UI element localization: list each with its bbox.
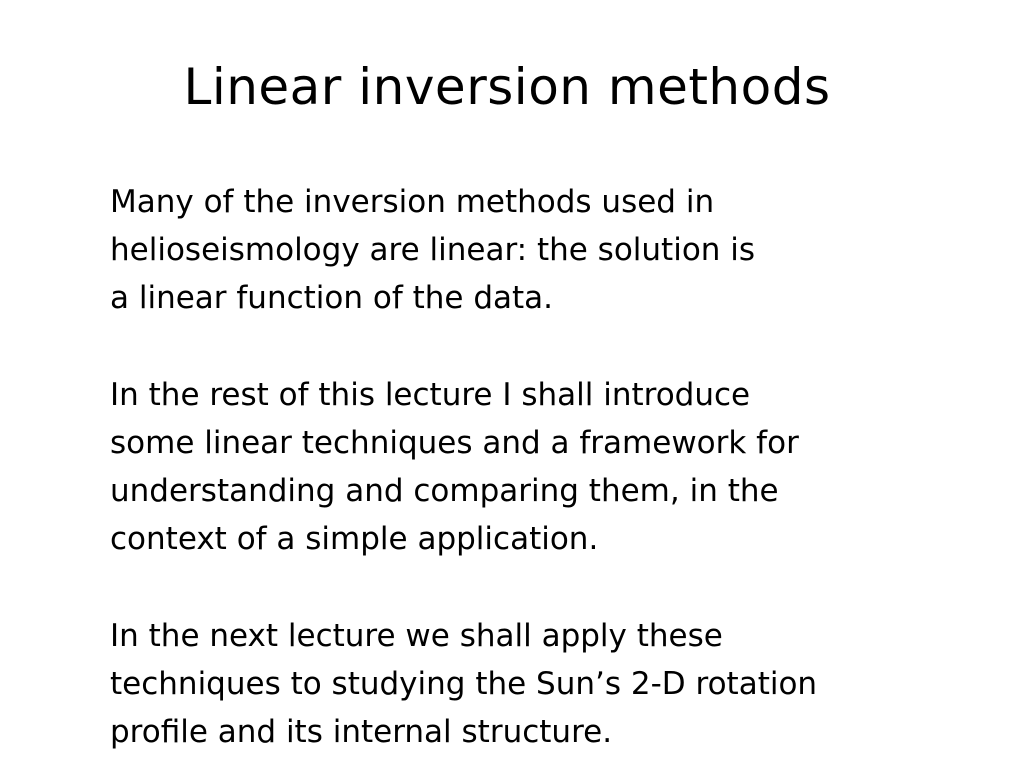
text-line: profile and its internal structure. [110, 714, 613, 750]
paragraph-next-lecture [110, 612, 1010, 756]
slide-body [110, 178, 1010, 768]
paragraph-lecture-overview [110, 371, 1010, 563]
text-line: techniques to studying the Sun’s 2-D rotation [110, 666, 818, 702]
text-line: In the rest of this lecture I shall introduce [110, 377, 751, 413]
text-line: helioseismology are linear: the solution is [110, 232, 756, 268]
text-line: understanding and comparing them, in the [110, 473, 779, 509]
text-line: some linear techniques and a framework for [110, 425, 799, 461]
paragraph-linear-methods [110, 178, 1010, 322]
text-line: a linear function of the data. [110, 280, 554, 316]
text-line: In the next lecture we shall apply these [110, 618, 723, 654]
text-line: Many of the inversion methods used in [110, 184, 715, 220]
text-line: context of a simple application. [110, 521, 599, 557]
slide-title: Linear inversion methods [183, 58, 831, 116]
